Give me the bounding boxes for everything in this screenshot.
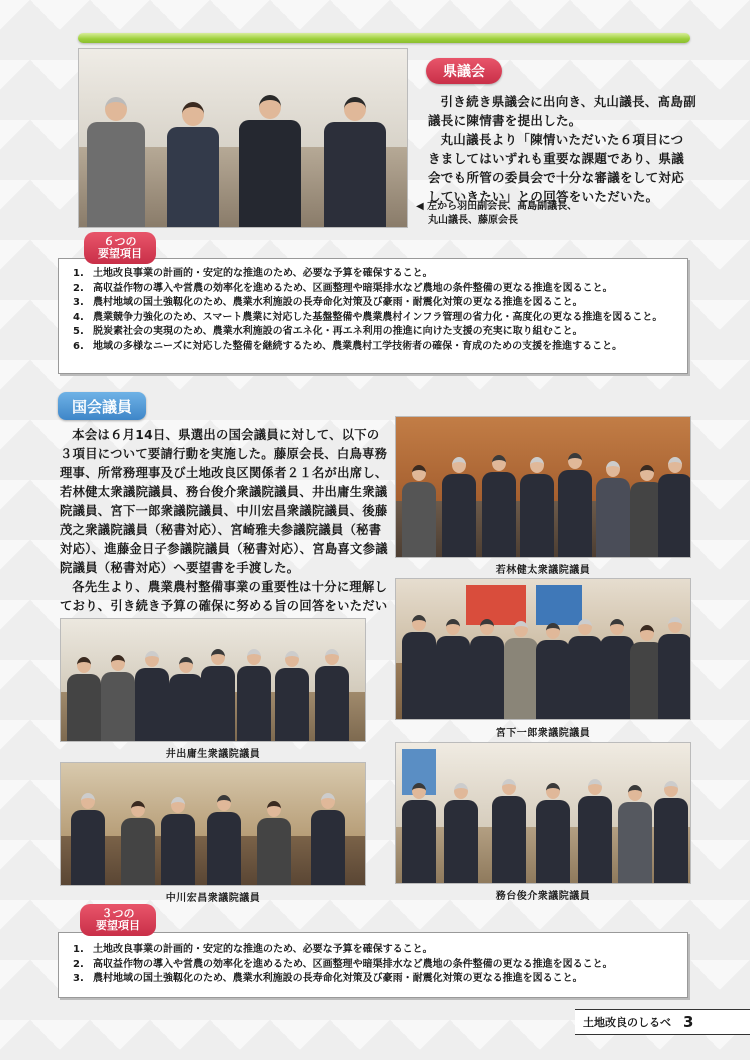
publication-title: 土地改良のしるべ xyxy=(583,1016,671,1029)
miyashita-photo xyxy=(395,578,691,720)
prefectural-heading-label: 県議会 xyxy=(443,64,485,80)
prefectural-caption-line-2: 丸山議長、藤原会長 xyxy=(428,215,518,226)
six-requests-box xyxy=(58,258,688,374)
list-item: 1. 土地改良事業の計画的・安定的な推進のため、必要な予算を確保すること。 xyxy=(73,268,433,279)
prefectural-caption-line-1: ◀ 左から羽田副会長、髙島副議長、 xyxy=(416,201,578,212)
list-item: 2. 高収益作物の導入や営農の効率化を進めるため、区画整理や暗渠排水など農地の条件整備の更なる推進を図ること。 xyxy=(73,958,613,970)
six-requests-tag-line-1: ６つの xyxy=(103,235,137,248)
wakabayashi-caption: 若林健太衆議院議員 xyxy=(495,565,591,576)
national-paragraph-1: 本会は６月14日、県選出の国会議員に対して、以下の３項目について要請行動を実施した。藤原会長、白鳥専務理事、所常務理事及び土地改良区関係者２１名が出席し、若林健太衆議院議員、務台俊介衆議院議員、井出庸生衆議院議員、宮下一郎衆議院議員、中川宏昌衆議院議員、後藤茂之衆議院議員（秘書対応）、宮崎雅夫参議院議員（秘書対応）、進藤金日子参議院議員（秘書対応）、宮島喜文参議院議員（秘書対応）へ要望書を手渡した。 xyxy=(60,428,388,575)
prefectural-assembly-photo xyxy=(78,48,408,228)
top-decorative-bar xyxy=(78,33,690,43)
ide-caption: 井出庸生衆議院議員 xyxy=(165,749,261,760)
three-requests-tag-line-2: 要望項目 xyxy=(96,919,140,932)
prefectural-paragraph-1: 引き続き県議会に出向き、丸山議長、髙島副議長に陳情書を提出した。 xyxy=(428,94,697,128)
prefectural-body xyxy=(428,92,696,206)
list-item: 2. 高収益作物の導入や営農の効率化を進めるため、区画整理や暗渠排水など農地の条件整備の更なる推進を図ること。 xyxy=(73,282,613,294)
prefectural-heading xyxy=(426,58,502,84)
wakabayashi-photo xyxy=(395,416,691,558)
prefectural-paragraph-2: 丸山議長より「陳情いただいた６項目につきましてはいずれも重要な課題であり、県議会でも所管の委員会で十分な審議をして対応していきたい」との回答をいただいた。 xyxy=(428,132,685,204)
prefectural-photo-caption xyxy=(416,200,706,228)
mutai-photo xyxy=(395,742,691,884)
six-requests-list xyxy=(73,267,677,354)
national-heading xyxy=(58,392,146,420)
list-item: 1. 土地改良事業の計画的・安定的な推進のため、必要な予算を確保すること。 xyxy=(73,944,433,955)
three-requests-tag-line-1: ３つの xyxy=(101,907,135,920)
mutai-caption: 務台俊介衆議院議員 xyxy=(495,891,591,902)
page-footer xyxy=(575,1009,750,1035)
three-requests-box xyxy=(58,932,688,998)
miyashita-caption: 宮下一郎衆議院議員 xyxy=(495,728,591,739)
six-requests-tag-line-2: 要望項目 xyxy=(98,247,142,260)
national-paragraph-2: 各先生より、農業農村整備事業の重要性は十分に理解しており、引き続き予算の確保に努める旨の回答をいただい xyxy=(60,580,388,613)
page-number: 3 xyxy=(683,1013,694,1031)
national-body xyxy=(60,426,388,635)
list-item: 6. 地域の多様なニーズに対応した整備を継続するため、農業農村工学技術者の確保・育成のための支援を推進すること。 xyxy=(73,340,623,352)
nakagawa-photo xyxy=(60,762,366,886)
three-requests-list xyxy=(73,943,677,987)
ide-photo xyxy=(60,618,366,742)
list-item: 5. 脱炭素社会の実現のため、農業水利施設の省エネ化・再エネ利用の推進に向けた支援の充実に取り組むこと。 xyxy=(73,326,583,337)
national-heading-label: 国会議員 xyxy=(71,397,132,416)
six-requests-tag xyxy=(84,232,156,264)
list-item: 3. 農村地域の国土強靱化のため、農業水利施設の長寿命化対策及び豪雨・耐震化対策の更なる推進を図ること。 xyxy=(73,973,583,984)
list-item: 4. 農業競争力強化のため、スマート農業に対応した基盤整備や農業農村インフラ管理の省力化・高度化の更なる推進を図ること。 xyxy=(73,311,663,323)
list-item: 3. 農村地域の国土強靱化のため、農業水利施設の長寿命化対策及び豪雨・耐震化対策の更なる推進を図ること。 xyxy=(73,297,583,308)
three-requests-tag xyxy=(80,904,156,936)
nakagawa-caption: 中川宏昌衆議院議員 xyxy=(165,893,261,904)
